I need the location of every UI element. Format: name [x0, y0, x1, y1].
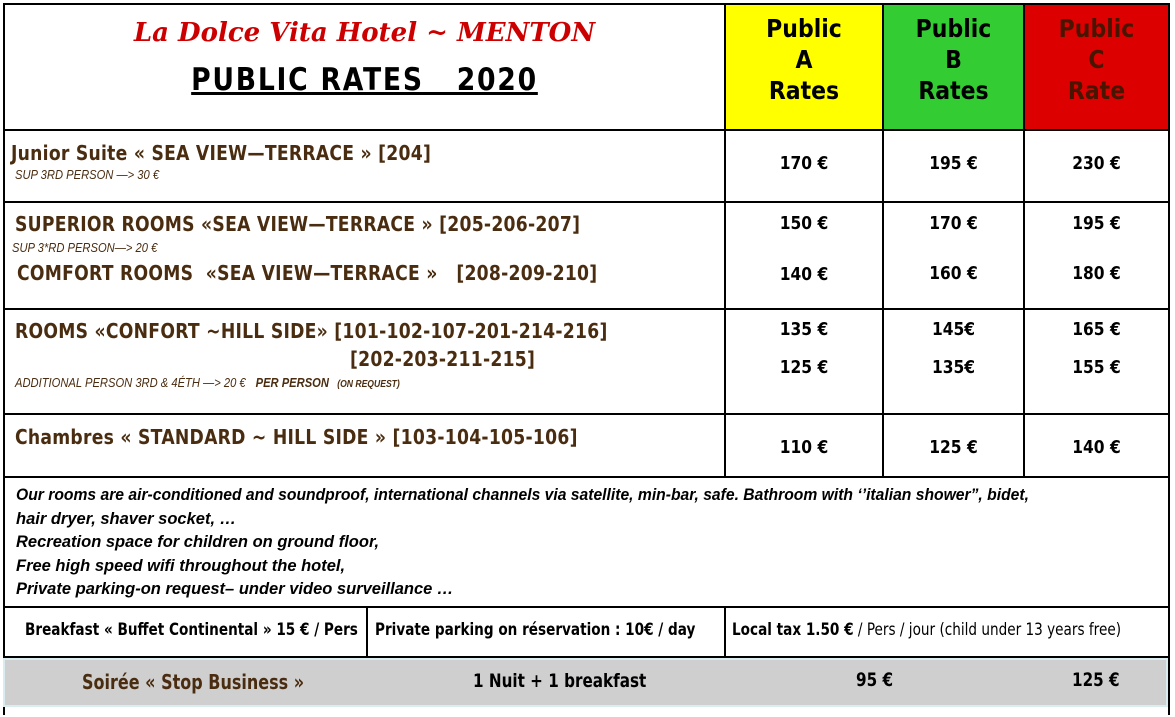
- stop-business-price-b: 95 €: [856, 669, 894, 691]
- description-line: Our rooms are air-conditioned and soundproof, international channels via satellite, min-bar, safe. Bathroom with ‘’italian shower”, bidet,: [16, 486, 1029, 504]
- hill-price2-c: 155 €: [1072, 357, 1121, 378]
- parking-info: Private parking on réservation : 10€ / day: [375, 620, 696, 640]
- junior-price-b: 195 €: [929, 153, 978, 174]
- hill-price-b: 145€: [931, 319, 976, 340]
- hill-note-small: (ON REQUEST): [337, 379, 400, 390]
- superior-price-c: 195 €: [1072, 213, 1121, 234]
- description-line: Private parking-on request– under video surveillance …: [16, 580, 454, 598]
- local-tax-bold: Local tax 1.50 €: [732, 620, 854, 640]
- hotel-name: La Dolce Vita Hotel ~ MENTON: [133, 18, 596, 48]
- standard-price-c: 140 €: [1072, 437, 1121, 458]
- rate-b-line2: B: [945, 45, 962, 74]
- amenities-description: [16, 484, 1166, 602]
- hill-price-c: 165 €: [1072, 319, 1121, 340]
- standard-rooms-label: Chambres « STANDARD ~ HILL SIDE » [103-104-105-106]: [15, 425, 578, 449]
- description-line: Recreation space for children on ground floor,: [16, 533, 380, 551]
- stop-business-offer: 1 Nuit + 1 breakfast: [473, 670, 647, 692]
- junior-price-a: 170 €: [779, 153, 829, 174]
- rate-a-line1: Public: [766, 14, 842, 43]
- rate-c-line1: Public: [1058, 14, 1135, 43]
- hill-price-a: 135 €: [779, 319, 829, 340]
- local-tax-rest: / Pers / jour (child under 13 years free): [853, 620, 1122, 640]
- hill-rooms-label-2: [202-203-211-215]: [350, 347, 536, 371]
- standard-price-b: 125 €: [929, 437, 978, 458]
- stop-business-label: Soirée « Stop Business »: [82, 670, 305, 694]
- junior-suite-label: Junior Suite « SEA VIEW—TERRACE » [204]: [11, 141, 432, 165]
- hill-price2-a: 125 €: [779, 357, 829, 378]
- comfort-rooms-label: COMFORT ROOMS «SEA VIEW—TERRACE » [208-209-210]: [17, 261, 598, 285]
- rate-a-header-cell: [724, 5, 882, 130]
- comfort-price-b: 160 €: [929, 263, 978, 284]
- description-line: Free high speed wifi throughout the hotel,: [16, 556, 346, 575]
- rate-c-header-cell: [1023, 5, 1168, 130]
- rate-a-line2: A: [795, 45, 813, 74]
- superior-price-a: 150 €: [779, 213, 829, 234]
- hill-note-bold: PER PERSON: [255, 375, 329, 390]
- comfort-price-c: 180 €: [1072, 263, 1121, 284]
- standard-price-a: 110 €: [779, 437, 829, 458]
- page-title: PUBLIC RATES 2020: [191, 62, 538, 98]
- description-line: hair dryer, shaver socket, …: [16, 509, 237, 528]
- rate-c-line3: Rate: [1067, 76, 1126, 105]
- hill-rooms-label: ROOMS «CONFORT ~HILL SIDE» [101-102-107-201-214-216]: [15, 319, 608, 343]
- superior-price-b: 170 €: [929, 213, 978, 234]
- superior-rooms-note: SUP 3*RD PERSON—> 20 €: [12, 240, 158, 255]
- rate-a-line3: Rates: [768, 76, 840, 105]
- junior-suite-note: SUP 3RD PERSON —> 30 €: [15, 167, 160, 182]
- rate-b-header-cell: [882, 5, 1023, 130]
- stop-business-price-c: 125 €: [1072, 669, 1120, 691]
- rate-c-line2: C: [1088, 45, 1105, 74]
- superior-rooms-label: SUPERIOR ROOMS «SEA VIEW—TERRACE » [205-206-207]: [15, 212, 581, 236]
- hill-price2-b: 135€: [931, 357, 976, 378]
- breakfast-info: Breakfast « Buffet Continental » 15 € / Pers: [25, 620, 358, 640]
- comfort-price-a: 140 €: [779, 264, 829, 285]
- hill-rooms-note: [15, 375, 400, 390]
- local-tax-info: [732, 620, 1121, 640]
- hill-note-text: ADDITIONAL PERSON 3RD & 4ÉTH —> 20 €: [15, 375, 246, 390]
- junior-price-c: 230 €: [1072, 153, 1121, 174]
- rate-b-line1: Public: [915, 14, 992, 43]
- rate-b-line3: Rates: [918, 76, 989, 105]
